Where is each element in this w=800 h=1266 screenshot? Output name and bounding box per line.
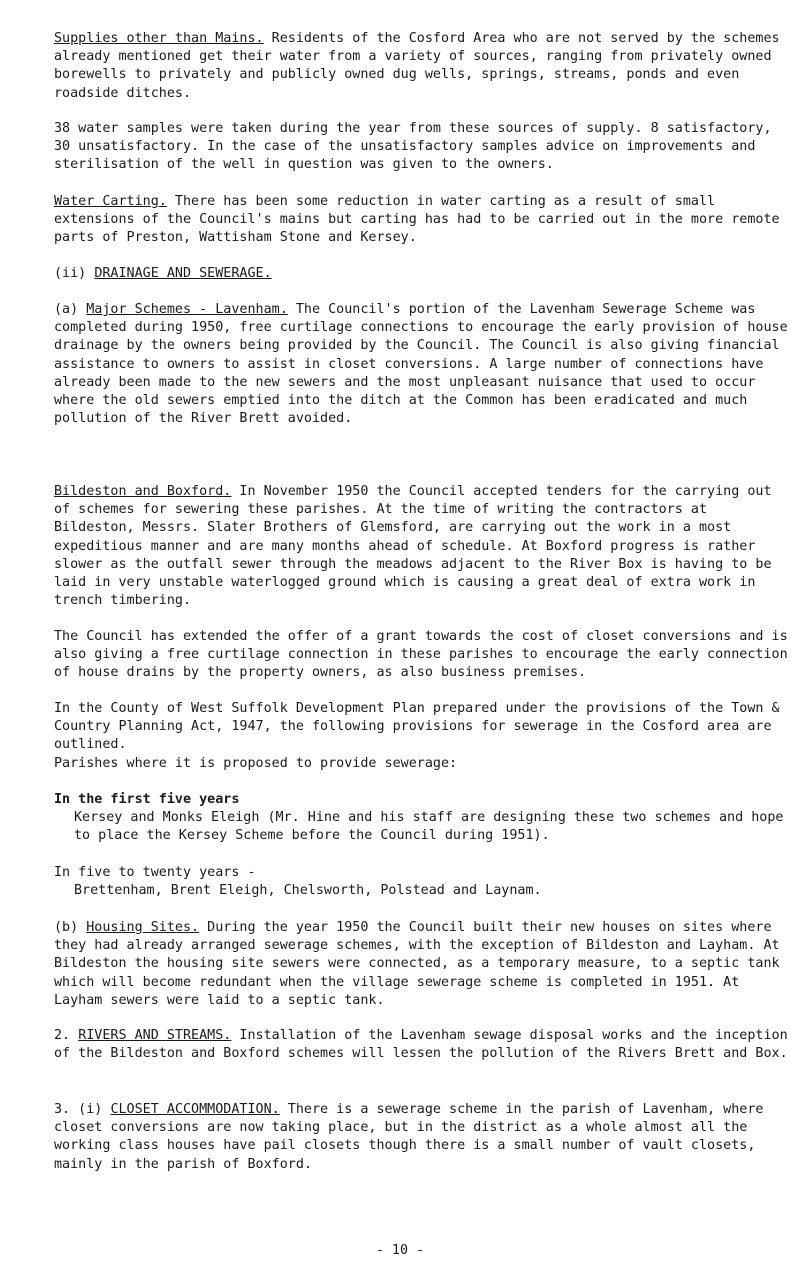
text-rivers-streams: Installation of the Lavenham sewage disposal works and the inception of the Bildeston and Boxford schemes will lessen the pollution of the Rivers Brett and Box. (54, 1028, 788, 1062)
paragraph-parishes: Parishes where it is proposed to provide sewerage: (54, 756, 458, 771)
section-number-3-i: 3. (i) (54, 1102, 111, 1117)
paragraph-water-samples: 38 water samples were taken during the year from these sources of supply. 8 satisfactory, 30 unsatisfactory. In the case of the unsatisfactory samples advice on improvements and sterilisation of the well in question was given to the owners. (54, 121, 772, 173)
paragraph-major-schemes (54, 301, 794, 428)
paragraph-closet-accommodation (54, 1101, 794, 1174)
section-drainage-sewerage (54, 265, 794, 283)
subheading-first-five-years: In the first five years (54, 792, 240, 807)
paragraph-grant-offer: The Council has extended the offer of a grant towards the cost of closet conversions and is also giving a free curtilage connection in these parishes to encourage the early connection of house drains by the property owners, as also business premises. (54, 629, 788, 681)
section-number-ii: (ii) (54, 266, 95, 281)
paragraph-water-carting (54, 193, 794, 248)
text-water-carting: There has been some reduction in water carting as a result of small extensions of the Council's mains but carting has had to be carried out in the more remote parts of Preston, Wattisham Stone and Kersey. (54, 194, 780, 246)
page-number: - 10 - (375, 1243, 425, 1258)
heading-rivers-streams: RIVERS AND STREAMS. (78, 1028, 232, 1043)
text-major-schemes: The Council's portion of the Lavenham Sewerage Scheme was completed during 1950, free curtilage connections to encourage the early provision of house drainage by the owners being provided by the Council. The Council is also giving financial assistance to owners to assist in closet conversions. A large number of connections have already been made to the new sewers and the most unpleasant nuisance that used to occur where the old sewers emptied into the ditch at the Common has been eradicated and much pollution of the River Brett avoided. (54, 302, 788, 427)
text-bildeston-boxford: In November 1950 the Council accepted tenders for the carrying out of schemes for sewering these parishes. At the time of writing the contractors at Bildeston, Messrs. Slater Brothers of Glemsford, are carrying out the work in a most expeditious manner and are many months ahead of schedule. At Boxford progress is rather slower as the outfall sewer through the meadows adjacent to the River Box is having to be laid in very unstable waterlogged ground which is causing a great deal of extra work in trench timbering. (54, 484, 772, 609)
heading-bildeston-boxford: Bildeston and Boxford. (54, 484, 232, 499)
heading-drainage-sewerage: DRAINAGE AND SEWERAGE. (94, 266, 272, 281)
paragraph-housing-sites (54, 919, 794, 1010)
paragraph-bildeston-boxford (54, 483, 794, 610)
subheading-five-to-twenty: In five to twenty years - (54, 865, 256, 880)
heading-major-schemes: Major Schemes - Lavenham. (86, 302, 288, 317)
paragraph-rivers-streams (54, 1027, 794, 1063)
heading-closet-accommodation: CLOSET ACCOMMODATION. (110, 1102, 280, 1117)
text-closet-accommodation: There is a sewerage scheme in the parish of Lavenham, where closet conversions are now taking place, but in the district as a whole almost all the working class houses have pail closets though there is a small number of vault closets, mainly in the parish of Boxford. (54, 1102, 764, 1172)
item-label-b: (b) (54, 920, 87, 935)
text-supplies: Residents of the Cosford Area who are not served by the schemes already mentioned get their water from a variety of sources, ranging from privately owned borewells to privately and publicly owned dug wells, springs, streams, ponds and even roadside ditches. (54, 31, 780, 101)
heading-water-carting: Water Carting. (54, 194, 167, 209)
heading-housing-sites: Housing Sites. (86, 920, 200, 935)
item-label-a: (a) (54, 302, 87, 317)
paragraph-kersey-monks-eleigh: Kersey and Monks Eleigh (Mr. Hine and his staff are designing these two schemes and hope to place the Kersey Scheme before the Council during 1951). (74, 810, 784, 844)
paragraph-parish-list: Brettenham, Brent Eleigh, Chelsworth, Polstead and Laynam. (74, 883, 542, 898)
section-number-2: 2. (54, 1028, 79, 1043)
paragraph-supplies (54, 30, 794, 103)
paragraph-development-plan: In the County of West Suffolk Development Plan prepared under the provisions of the Town & Country Planning Act, 1947, the following provisions for sewerage in the Cosford area are outlined. (54, 701, 780, 753)
text-housing-sites: During the year 1950 the Council built their new houses on sites where they had already arranged sewerage schemes, with the exception of Bildeston and Layham. At Bildeston the housing site sewers were connected, as a temporary measure, to a septic tank which will become redundant when the village sewerage scheme is completed in 1951. At Layham sewers were laid to a septic tank. (54, 920, 780, 1008)
heading-supplies: Supplies other than Mains. (54, 31, 264, 46)
